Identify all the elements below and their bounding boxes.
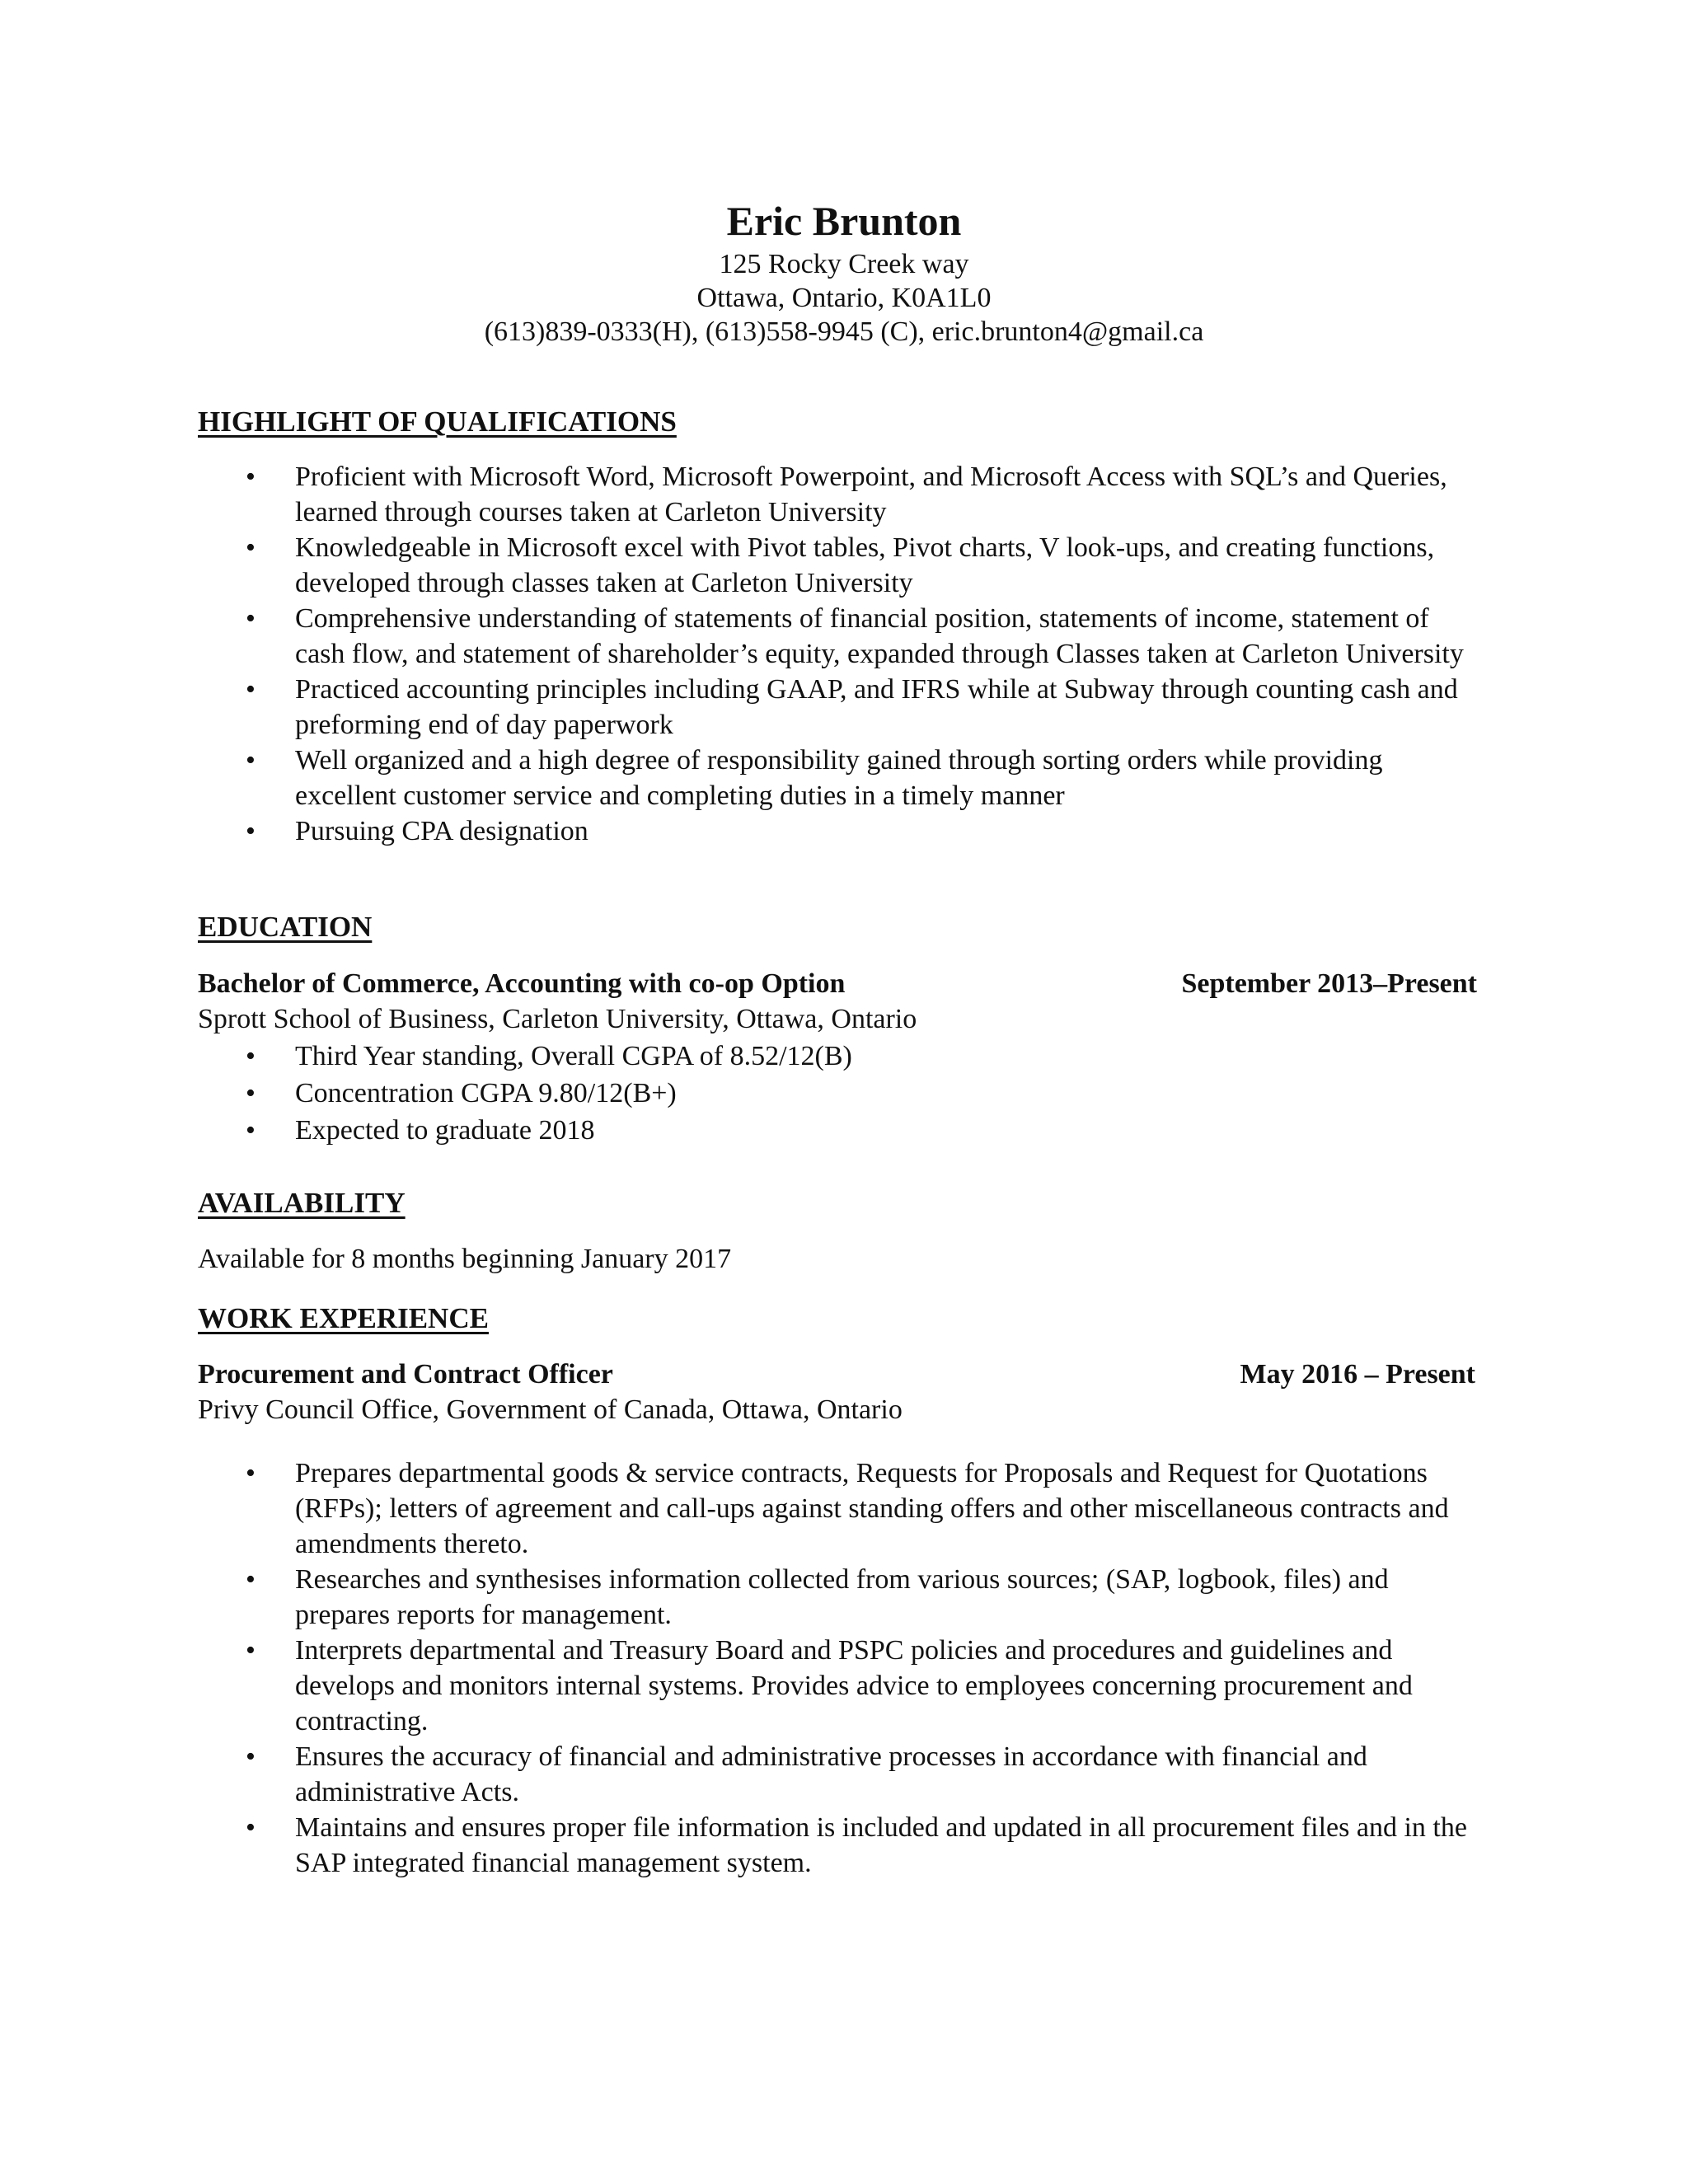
bullet-icon: •	[246, 1812, 256, 1843]
bullet-icon: •	[246, 1635, 256, 1666]
list-item	[198, 743, 1477, 813]
contact-info: (613)839-0333(H), (613)558-9945 (C), eric.brunton4@gmail.ca	[484, 316, 1204, 347]
address-line-1: 125 Rocky Creek way	[719, 249, 969, 279]
list-item	[198, 601, 1477, 672]
degree-dates: September 2013–Present	[1181, 968, 1477, 999]
list-item	[198, 1113, 1477, 1148]
list-item	[198, 1455, 1475, 1562]
job-dates: May 2016 – Present	[1240, 1359, 1475, 1390]
work-duties-list	[198, 1455, 1475, 1881]
qualifications-list	[198, 459, 1477, 849]
bullet-icon: •	[246, 532, 256, 563]
list-item	[198, 672, 1477, 743]
list-item-text: Comprehensive understanding of statements of financial position, statements of income, statement of cash flow, and statement of shareholder’s equity, expanded through Classes taken at Carleton University	[295, 603, 1464, 669]
list-item-text: Ensures the accuracy of financial and administrative processes in accordance with financial and administrative Acts.	[295, 1741, 1367, 1807]
list-item	[198, 1562, 1475, 1633]
job-row	[198, 1357, 1475, 1392]
list-item-text: Concentration CGPA 9.80/12(B+)	[295, 1078, 677, 1108]
job-title: Procurement and Contract Officer	[198, 1359, 613, 1390]
bullet-icon: •	[246, 1741, 256, 1772]
qualifications-heading: HIGHLIGHT OF QUALIFICATIONS	[198, 405, 677, 438]
list-item-text: Interprets departmental and Treasury Board and PSPC policies and procedures and guidelines and develops and monitors internal systems. Provides advice to employees concerning procurement and contracting.	[295, 1635, 1413, 1736]
degree-row	[198, 966, 1477, 1001]
list-item	[198, 813, 1477, 849]
bullet-icon: •	[246, 1564, 256, 1595]
qualifications-section	[198, 459, 1477, 849]
bullet-icon: •	[246, 462, 256, 492]
work-section	[198, 1357, 1475, 1881]
address-line-2: Ottawa, Ontario, K0A1L0	[696, 283, 992, 313]
list-item	[198, 1633, 1475, 1739]
candidate-name: Eric Brunton	[726, 198, 962, 244]
list-item-text: Prepares departmental goods & service contracts, Requests for Proposals and Request for Quotations (RFPs); letters of agreement and call-ups against standing offers and other miscellaneous contracts and amendments thereto.	[295, 1458, 1449, 1559]
bullet-icon: •	[246, 1458, 256, 1488]
education-heading: EDUCATION	[198, 911, 373, 943]
list-item-text: Practiced accounting principles including GAAP, and IFRS while at Subway through counting cash and preforming end of day paperwork	[295, 674, 1458, 740]
list-item	[198, 530, 1477, 601]
bullet-icon: •	[246, 603, 256, 634]
list-item-text: Expected to graduate 2018	[295, 1115, 595, 1146]
list-item-text: Third Year standing, Overall CGPA of 8.52/12(B)	[295, 1041, 852, 1071]
availability-text: Available for 8 months beginning January 2017	[198, 1244, 732, 1274]
availability-heading: AVAILABILITY	[198, 1187, 406, 1219]
list-item	[198, 1810, 1475, 1881]
work-heading: WORK EXPERIENCE	[198, 1302, 489, 1334]
resume-header	[0, 194, 1688, 349]
list-item	[198, 1076, 1477, 1111]
bullet-icon: •	[246, 1078, 256, 1108]
list-item	[198, 1038, 1477, 1074]
school-name: Sprott School of Business, Carleton University, Ottawa, Ontario	[198, 1004, 917, 1034]
education-section	[198, 966, 1477, 1148]
bullet-icon: •	[246, 745, 256, 776]
list-item-text: Pursuing CPA designation	[295, 816, 588, 846]
bullet-icon: •	[246, 1115, 256, 1146]
education-list	[198, 1038, 1477, 1148]
list-item-text: Proficient with Microsoft Word, Microsoft Powerpoint, and Microsoft Access with SQL’s and Queries, learned through courses taken at Carleton University	[295, 462, 1447, 527]
list-item	[198, 1739, 1475, 1810]
bullet-icon: •	[246, 674, 256, 705]
list-item-text: Knowledgeable in Microsoft excel with Pivot tables, Pivot charts, V look-ups, and creating functions, developed through classes taken at Carleton University	[295, 532, 1435, 598]
list-item-text: Maintains and ensures proper file information is included and updated in all procurement files and in the SAP integrated financial management system.	[295, 1812, 1467, 1878]
list-item-text: Researches and synthesises information collected from various sources; (SAP, logbook, files) and prepares reports for management.	[295, 1564, 1389, 1630]
bullet-icon: •	[246, 816, 256, 846]
list-item	[198, 459, 1477, 530]
bullet-icon: •	[246, 1041, 256, 1071]
degree-title: Bachelor of Commerce, Accounting with co-op Option	[198, 968, 846, 999]
availability-section	[198, 1241, 1477, 1277]
employer-name: Privy Council Office, Government of Canada, Ottawa, Ontario	[198, 1394, 903, 1425]
list-item-text: Well organized and a high degree of responsibility gained through sorting orders while providing excellent customer service and completing duties in a timely manner	[295, 745, 1383, 811]
